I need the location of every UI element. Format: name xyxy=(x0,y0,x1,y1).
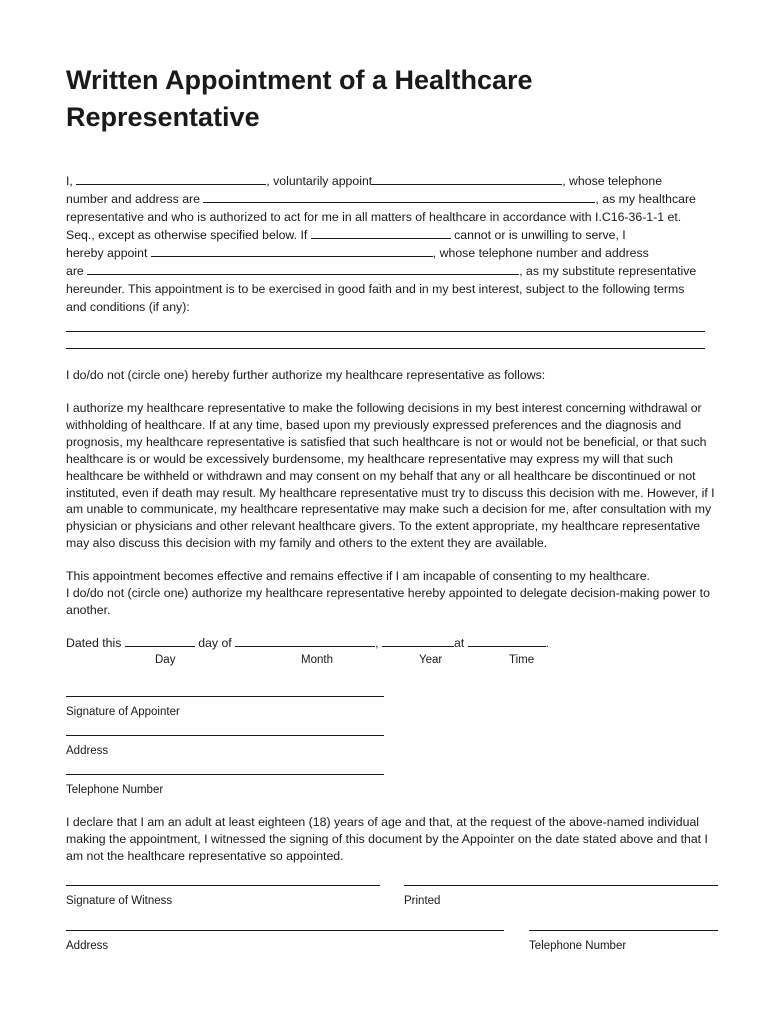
day-caption: Day xyxy=(155,654,176,666)
effective-paragraph: This appointment becomes effective and remains effective if I am incapable of consenting to my healthcare. I do/do not (circle one) authorize my healthcare representative hereby appointed to delegate decision-making power to another. xyxy=(66,569,710,617)
terms-line-2[interactable] xyxy=(66,348,705,349)
appointment-line-4: Seq., except as otherwise specified below. If cannot or is unwilling to serve, I xyxy=(66,228,626,242)
appointer-telephone-line[interactable] xyxy=(66,774,384,775)
appointment-line-7: hereunder. This appointment is to be exercised in good faith and in my best interest, subject to the following terms xyxy=(66,282,685,296)
appointer-address-label: Address xyxy=(66,745,109,757)
appointer-address-line[interactable] xyxy=(66,735,384,736)
witness-address-label: Address xyxy=(66,940,109,952)
terms-line-1[interactable] xyxy=(66,331,705,332)
month-caption: Month xyxy=(301,654,333,666)
year-blank[interactable] xyxy=(382,634,454,647)
representative-contact-blank[interactable] xyxy=(203,190,595,203)
principal-name-blank[interactable] xyxy=(76,172,266,185)
appointment-line-6: are , as my substitute representative xyxy=(66,264,697,278)
document-title: Written Appointment of a Healthcare Representative xyxy=(66,65,533,132)
authorize-paragraph: I authorize my healthcare representative to make the following decisions in my best interest concerning withdrawal or withholding of healthcare. If at any time, based upon my previously expressed preferences and the diagnosis and prognosis, my healthcare representative is satisfied that such healthcare is not or would not be beneficial, or that such healthcare is or would be excessively burdensome, my healthcare representative may express my will that such healthcare be withheld or withdrawn and may consent on my behalf that any or all healthcare be discontinued or not instituted, even if death may result. My healthcare representative must try to discuss this decision with me. However, if I am unable to communicate, my healthcare representative may make such a decision for me, after consultation with my physician or physicians and other relevant healthcare givers. To the extent appropriate, my healthcare representative may also discuss this decision with my family and others to the extent they are available. xyxy=(66,401,715,551)
dated-line: Dated this day of , at . xyxy=(66,636,550,650)
year-caption: Year xyxy=(419,654,443,666)
witness-telephone-label: Telephone Number xyxy=(529,940,627,952)
appointer-signature-line[interactable] xyxy=(66,696,384,697)
day-blank[interactable] xyxy=(125,634,195,647)
appointment-line-5: hereby appoint , whose telephone number and address xyxy=(66,246,649,260)
substitute-name-blank[interactable] xyxy=(151,244,433,257)
time-blank[interactable] xyxy=(468,634,546,647)
witness-signature-line[interactable] xyxy=(66,885,380,886)
time-caption: Time xyxy=(509,654,535,666)
witness-declaration: I declare that I am an adult at least eighteen (18) years of age and that, at the request of the above-named individual making the appointment, I witnessed the signing of this document by the Appointer on the date stated above and that I am not the healthcare representative so appointed. xyxy=(66,815,708,863)
witness-telephone-line[interactable] xyxy=(529,930,718,931)
appointer-signature-label: Signature of Appointer xyxy=(66,706,180,718)
representative-unavailable-blank[interactable] xyxy=(311,226,451,239)
appointment-line-2: number and address are , as my healthcare xyxy=(66,192,696,206)
witness-printed-label: Printed xyxy=(404,895,441,907)
appointment-line-1: I, , voluntarily appoint , whose telephone xyxy=(66,174,663,188)
witness-signature-label: Signature of Witness xyxy=(66,895,173,907)
month-blank[interactable] xyxy=(235,634,375,647)
substitute-contact-blank[interactable] xyxy=(87,262,519,275)
authorize-intro: I do/do not (circle one) hereby further authorize my healthcare representative as follows: xyxy=(66,368,546,382)
appointment-line-8: and conditions (if any): xyxy=(66,300,190,314)
witness-printed-line[interactable] xyxy=(404,885,718,886)
appointer-telephone-label: Telephone Number xyxy=(66,784,164,796)
representative-name-blank[interactable] xyxy=(372,172,562,185)
appointment-line-3: representative and who is authorized to act for me in all matters of healthcare in accordance with I.C16-36-1-1 et. xyxy=(66,210,682,224)
witness-address-line[interactable] xyxy=(66,930,504,931)
